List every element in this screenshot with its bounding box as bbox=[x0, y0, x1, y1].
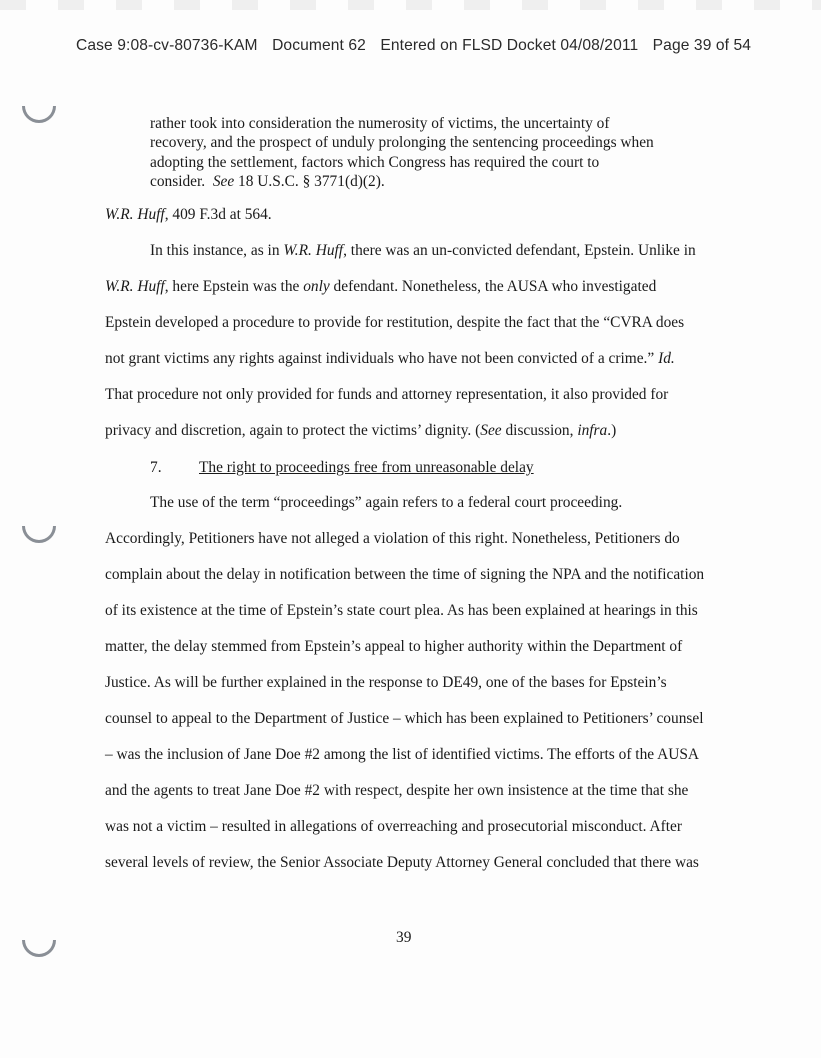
quote-line: adopting the settlement, factors which Congress has required the court to bbox=[150, 153, 600, 171]
case-citation bbox=[105, 206, 272, 224]
case-number: Case 9:08-cv-80736-KAM bbox=[76, 37, 258, 54]
text-run: , there was an un-convicted defendant, Epstein. Unlike in bbox=[343, 242, 696, 259]
binder-hole-icon bbox=[22, 106, 56, 123]
signal-see: See bbox=[212, 172, 235, 190]
signal-infra: infra bbox=[577, 422, 608, 439]
paragraph-line: was not a victim – resulted in allegations of overreaching and prosecutorial misconduct. After bbox=[105, 818, 682, 835]
paragraph-line bbox=[105, 350, 675, 368]
paragraph-line bbox=[105, 422, 616, 440]
paragraph-line bbox=[105, 278, 656, 296]
paragraph-line: and the agents to treat Jane Doe #2 with respect, despite her own insistence at the time that she bbox=[105, 782, 689, 799]
text-run: discussion, bbox=[501, 422, 578, 439]
paragraph-line: Accordingly, Petitioners have not alleged a violation of this right. Nonetheless, Petitioners do bbox=[105, 530, 680, 547]
paragraph-line: Epstein developed a procedure to provide for restitution, despite the fact that the “CVRA does bbox=[105, 314, 685, 331]
text-run: privacy and discretion, again to protect the victims’ dignity. ( bbox=[105, 422, 481, 439]
signal-see: See bbox=[480, 422, 502, 439]
text-run: In this instance, as in bbox=[150, 242, 284, 259]
docket-entry: Entered on FLSD Docket 04/08/2011 bbox=[380, 37, 639, 54]
signal-id: Id. bbox=[658, 350, 675, 367]
citation-reference: , 409 F.3d at 564. bbox=[164, 206, 272, 223]
block-quote bbox=[150, 114, 680, 191]
text-run: defendant. Nonetheless, the AUSA who investigated bbox=[329, 278, 657, 295]
case-name: W.R. Huff bbox=[105, 278, 165, 295]
page-number: 39 bbox=[396, 929, 412, 946]
binder-hole-icon bbox=[22, 526, 56, 543]
quote-text: consider. bbox=[150, 172, 206, 190]
paragraph-line: Justice. As will be further explained in the response to DE49, one of the bases for Epstein’s bbox=[105, 674, 667, 691]
paragraph-line: several levels of review, the Senior Associate Deputy Attorney General concluded that there was bbox=[105, 854, 699, 871]
text-run: not grant victims any rights against individuals who have not been convicted of a crime.” bbox=[105, 350, 659, 367]
quote-line: rather took into consideration the numerosity of victims, the uncertainty of bbox=[150, 115, 610, 132]
text-run: , here Epstein was the bbox=[164, 278, 304, 295]
section-number: 7. bbox=[150, 459, 162, 476]
paragraph-line: complain about the delay in notification between the time of signing the NPA and the notification bbox=[105, 566, 705, 583]
paragraph-line: matter, the delay stemmed from Epstein’s appeal to higher authority within the Department of bbox=[105, 638, 683, 655]
paragraph-line: counsel to appeal to the Department of Justice – which has been explained to Petitioners’ counsel bbox=[105, 710, 704, 727]
paragraph-line: The use of the term “proceedings” again refers to a federal court proceeding. bbox=[150, 494, 623, 511]
binder-hole-icon bbox=[22, 940, 56, 957]
case-name: W.R. Huff bbox=[283, 242, 344, 259]
page-count: Page 39 of 54 bbox=[652, 37, 752, 54]
scan-edge-artifact bbox=[0, 0, 821, 10]
section-title: The right to proceedings free from unreasonable delay bbox=[199, 459, 534, 476]
quote-line: recovery, and the prospect of unduly prolonging the sentencing proceedings when bbox=[150, 134, 654, 152]
paragraph-line: – was the inclusion of Jane Doe #2 among the list of identified victims. The efforts of the AUSA bbox=[105, 746, 700, 763]
paragraph-line: of its existence at the time of Epstein’s state court plea. As has been explained at hearings in this bbox=[105, 602, 698, 619]
paragraph-line: That procedure not only provided for funds and attorney representation, it also provided for bbox=[105, 386, 669, 403]
paragraph-line bbox=[150, 242, 696, 260]
emphasis: only bbox=[303, 278, 330, 295]
case-name: W.R. Huff bbox=[105, 206, 165, 223]
quote-line bbox=[150, 172, 680, 191]
text-run: .) bbox=[607, 422, 617, 439]
statute-cite: 18 U.S.C. § 3771(d)(2). bbox=[234, 172, 385, 190]
document-number: Document 62 bbox=[272, 37, 366, 54]
docket-header bbox=[76, 37, 776, 55]
